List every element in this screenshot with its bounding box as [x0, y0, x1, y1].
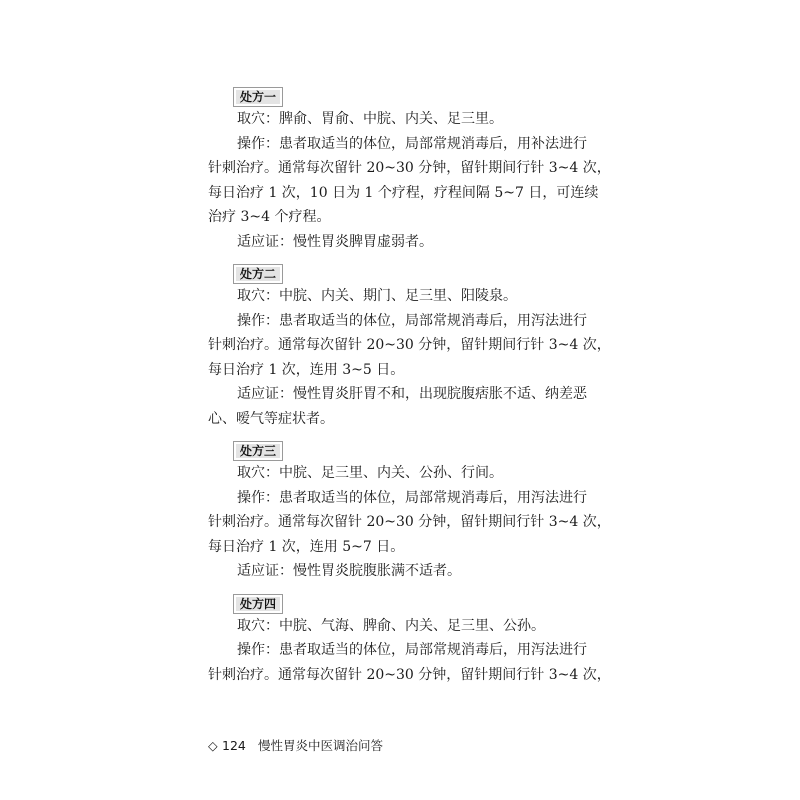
page-footer [208, 736, 383, 754]
indication-line: 心、嗳气等症状者。 [208, 410, 334, 427]
indication-line: 适应证：慢性胃炎脘腹胀满不适者。 [237, 563, 461, 579]
page-body [208, 86, 611, 687]
page-number: 124 [222, 738, 246, 753]
operation-line: 针刺治疗。通常每次留针 20~30 分钟，留针期间行针 3~4 次， [208, 160, 611, 176]
operation-line: 治疗 3~4 个疗程。 [208, 209, 331, 225]
acupoints-line: 取穴：中脘、足三里、内关、公孙、行间。 [237, 465, 503, 481]
prescription-section-4 [208, 593, 611, 688]
acupoints-line: 取穴：中脘、气海、脾俞、内关、足三里、公孙。 [237, 617, 545, 634]
operation-line: 操作：患者取适当的体位，局部常规消毒后，用补法进行 [237, 135, 587, 152]
section-label-2: 处方二 [233, 264, 283, 284]
operation-line: 操作：患者取适当的体位，局部常规消毒后，用泻法进行 [237, 642, 587, 658]
acupoints-line: 取穴：脾俞、胃俞、中脘、内关、足三里。 [237, 111, 503, 127]
operation-line: 每日治疗 1 次，连用 3~5 日。 [208, 361, 405, 378]
operation-line: 针刺治疗。通常每次留针 20~30 分钟，留针期间行针 3~4 次， [208, 514, 611, 530]
section-label-4: 处方四 [233, 594, 283, 614]
book-title: 慢性胃炎中医调治问答 [258, 738, 384, 753]
operation-line: 每日治疗 1 次，10 日为 1 个疗程，疗程间隔 5~7 日，可连续 [208, 184, 599, 201]
prescription-section-3 [208, 440, 611, 584]
operation-line: 针刺治疗。通常每次留针 20~30 分钟，留针期间行针 3~4 次， [208, 337, 611, 353]
prescription-section-1 [208, 86, 611, 254]
operation-line: 操作：患者取适当的体位，局部常规消毒后，用泻法进行 [237, 312, 587, 329]
operation-line: 操作：患者取适当的体位，局部常规消毒后，用泻法进行 [237, 489, 587, 506]
indication-line: 适应证：慢性胃炎脾胃虚弱者。 [237, 233, 433, 250]
operation-line: 针刺治疗。通常每次留针 20~30 分钟，留针期间行针 3~4 次， [208, 666, 611, 683]
diamond-icon: ◇ [208, 738, 218, 753]
acupoints-line: 取穴：中脘、内关、期门、足三里、阳陵泉。 [237, 288, 517, 304]
section-label-1: 处方一 [233, 87, 283, 107]
prescription-section-2 [208, 263, 611, 431]
operation-line: 每日治疗 1 次，连用 5~7 日。 [208, 538, 405, 555]
indication-line: 适应证：慢性胃炎肝胃不和，出现脘腹痞胀不适、纳差恶 [237, 386, 587, 402]
section-label-3: 处方三 [233, 441, 283, 461]
